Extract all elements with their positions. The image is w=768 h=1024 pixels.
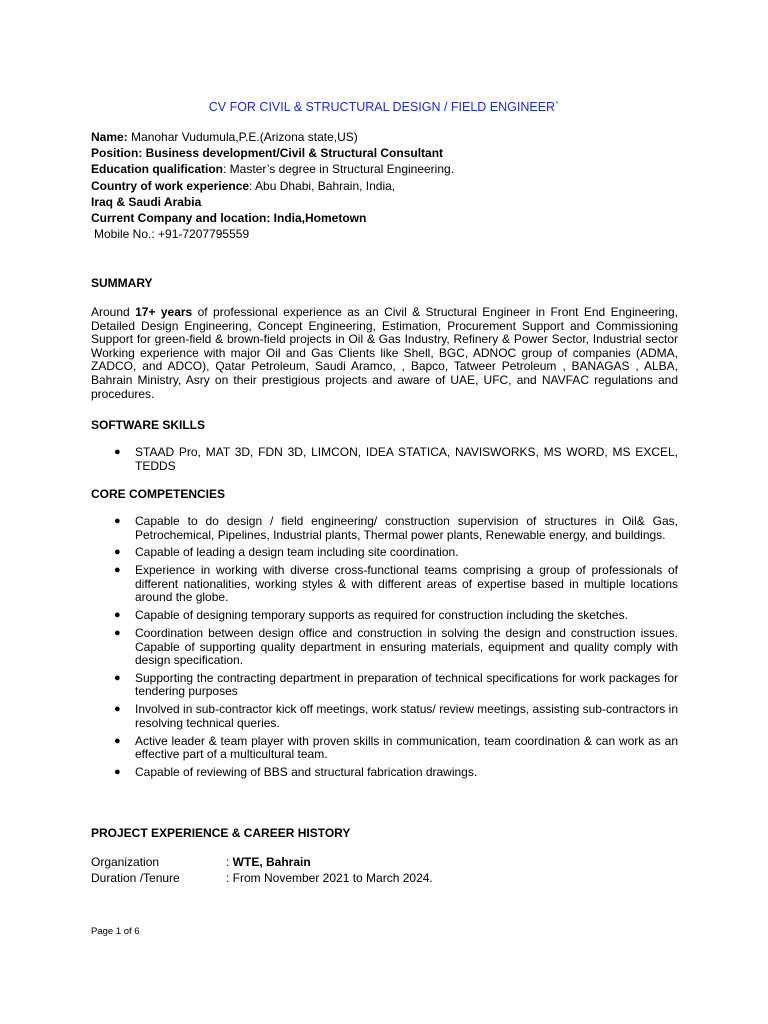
list-item: ● Capable of designing temporary supports as required for construction including the sketches. xyxy=(114,608,628,623)
summary-text-start: Around xyxy=(91,305,136,319)
country-value: : Abu Dhabi, Bahrain, India, xyxy=(249,178,396,193)
bullet-icon: ● xyxy=(114,609,121,622)
bullet-icon: ● xyxy=(114,703,121,716)
mobile-row: Mobile No.: +91-7207795559 xyxy=(94,227,250,242)
personal-info xyxy=(91,129,454,242)
name-value: Manohar Vudumula,P.E.(Arizona state,US) xyxy=(127,130,358,144)
organization-value: WTE, Bahrain xyxy=(232,855,311,869)
summary-heading: SUMMARY xyxy=(91,276,153,290)
bullet-icon: ● xyxy=(114,446,121,458)
list-item: ● Supporting the contracting department in preparation of technical specifications for work packages for tendering purposes xyxy=(114,670,678,699)
list-item: ● Involved in sub-contractor kick off meetings, work status/ review meetings, assisting sub-contractors in resolving technical queries. xyxy=(114,702,678,730)
summary-years: 17+ years xyxy=(135,305,193,319)
company-text: Current Company and location: India,Hometown xyxy=(91,211,367,226)
country-line2: Iraq & Saudi Arabia xyxy=(91,194,202,209)
position-row xyxy=(91,145,454,161)
duration-row xyxy=(91,870,433,886)
list-item: ● Capable to do design / field engineering/ construction supervision of structures in Oil& Gas, Petrochemical, Pipelines, Industrial plants, Thermal power plants, Renewable energy, and buildings. xyxy=(114,514,678,542)
country-label: Country of work experience xyxy=(91,178,250,193)
position-text: Position: Business development/Civil & Structural Consultant xyxy=(91,146,444,161)
projects-heading: PROJECT EXPERIENCE & CAREER HISTORY xyxy=(91,826,351,840)
education-value: : Master’s degree in Structural Engineering. xyxy=(223,162,455,177)
list-item: ● Experience in working with diverse cross-functional teams comprising a group of professionals of different nationalities, working styles & with different areas of expertise based in multiple locations around the globe. xyxy=(114,563,678,605)
software-heading: SOFTWARE SKILLS xyxy=(91,418,205,432)
list-item: ● STAAD Pro, MAT 3D, FDN 3D, LIMCON, IDEA STATICA, NAVISWORKS, MS WORD, MS EXCEL, TEDDS xyxy=(114,445,678,473)
project-details xyxy=(91,854,433,886)
name-row xyxy=(91,129,454,145)
bullet-icon: ● xyxy=(114,766,121,778)
country-row xyxy=(91,178,454,194)
document-title: CV FOR CIVIL & STRUCTURAL DESIGN / FIELD ENGINEER` xyxy=(208,100,560,114)
summary-text-rest: of professional experience as an Civil & Structural Engineer in Front End Engineering, Detailed Design Engineering, Concept Engineering, Estimation, Procurement Support and Commissioning Support for green-field & brown-field projects in Oil & Gas Industry, Refinery & Power Sector, Industrial sector Working experience with major Oil and Gas Clients like Shell, BGC, ADNOC group of companies (ADMA, ZADCO, and ADCO), Qatar Petroleum, Saudi Aramco, , Bapco, Tatweer Petroleum , BANAGAS , ALBA, Bahrain Ministry, Asry on their prestigious projects and aware of UAE, UFC, and NAVFAC regulations and procedures. xyxy=(91,305,679,401)
duration-label: Duration /Tenure xyxy=(91,871,180,885)
organization-label: Organization xyxy=(91,855,160,869)
list-item: ● Coordination between design office and construction in solving the design and construction issues. Capable of supporting quality department in ensuring materials, equipment and quality comply with design specification. xyxy=(114,625,678,668)
bullet-icon: ● xyxy=(114,671,121,684)
summary-paragraph xyxy=(91,306,678,401)
company-row xyxy=(91,210,454,226)
page-number: Page 1 of 6 xyxy=(91,926,140,937)
country-row-2 xyxy=(91,194,454,210)
bullet-icon: ● xyxy=(114,546,121,559)
education-row xyxy=(91,161,454,177)
bullet-icon: ● xyxy=(114,515,121,527)
bullet-icon: ● xyxy=(114,626,121,639)
list-item: ● Active leader & team player with proven skills in communication, team coordination & can work as an effective part of a multicultural team. xyxy=(114,733,678,762)
organization-row: Organization : WTE, Bahrain xyxy=(91,855,311,869)
software-list xyxy=(91,446,678,477)
education-label: Education qualification xyxy=(91,162,224,177)
bullet-icon: ● xyxy=(114,734,121,747)
name-label: Name: xyxy=(91,130,128,144)
core-heading: CORE COMPETENCIES xyxy=(91,487,226,501)
list-item: ● Capable of leading a design team including site coordination. xyxy=(114,545,459,560)
core-list xyxy=(91,515,678,784)
list-item: ● Capable of reviewing of BBS and structural fabrication drawings. xyxy=(114,765,478,779)
bullet-icon: ● xyxy=(114,564,121,577)
duration-value: : From November 2021 to March 2024. xyxy=(226,871,433,885)
